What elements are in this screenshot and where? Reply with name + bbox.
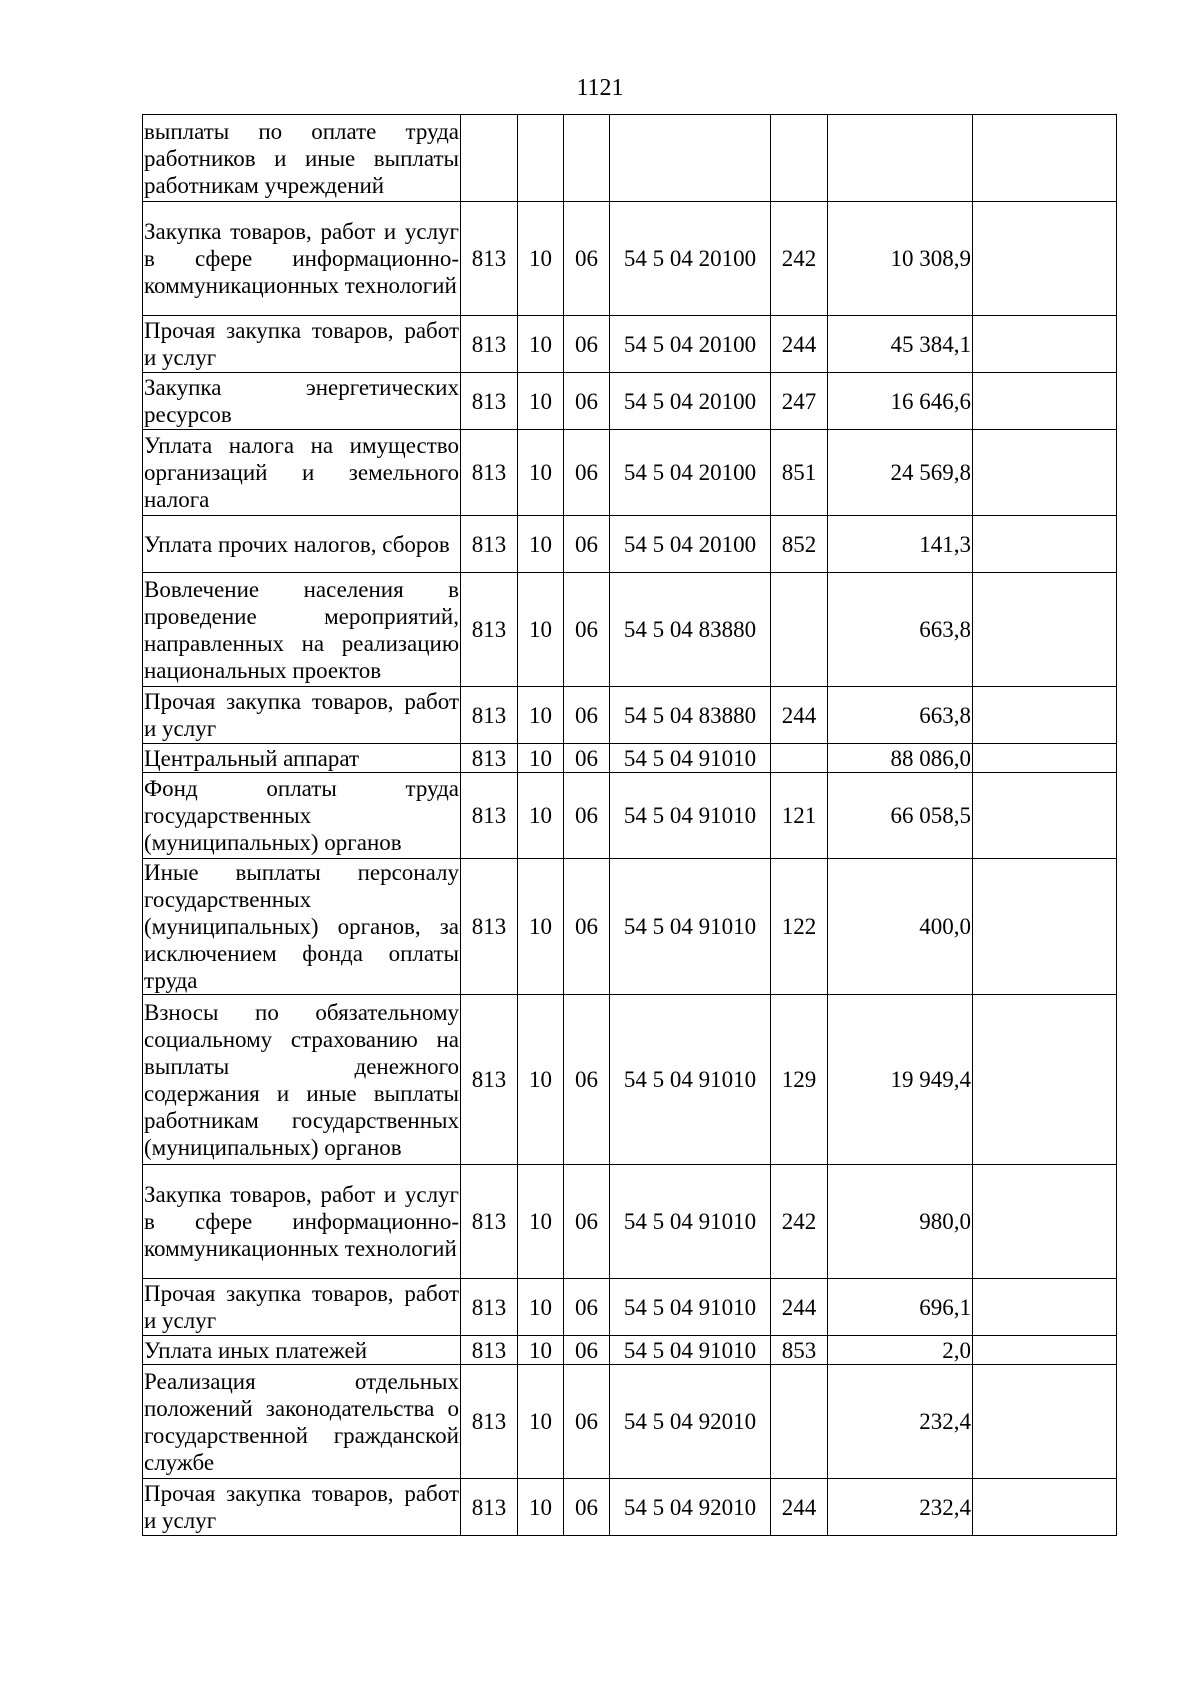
- target-article-cell: 54 5 04 83880: [610, 687, 771, 744]
- department-code-cell: 813: [461, 430, 518, 516]
- subsection-code-cell: 06: [564, 1279, 610, 1336]
- expense-type-cell: 121: [771, 773, 828, 859]
- extra-cell: [973, 1365, 1117, 1479]
- amount-cell: 19 949,4: [828, 995, 973, 1165]
- department-code-cell: [461, 115, 518, 202]
- table-row: [143, 202, 1117, 316]
- subsection-code-cell: 06: [564, 516, 610, 573]
- expense-type-cell: 852: [771, 516, 828, 573]
- department-code-cell: 813: [461, 1165, 518, 1279]
- table-row: [143, 430, 1117, 516]
- extra-cell: [973, 773, 1117, 859]
- subsection-code-cell: 06: [564, 430, 610, 516]
- expense-type-cell: 242: [771, 1165, 828, 1279]
- item-name-cell: Уплата прочих налогов, сборов: [143, 516, 461, 573]
- target-article-cell: 54 5 04 91010: [610, 773, 771, 859]
- amount-cell: 88 086,0: [828, 744, 973, 773]
- expense-type-cell: 129: [771, 995, 828, 1165]
- item-name-cell: Уплата налога на имущество организаций и земельного налога: [143, 430, 461, 516]
- subsection-code-cell: 06: [564, 202, 610, 316]
- section-code-cell: 10: [518, 995, 564, 1165]
- extra-cell: [973, 573, 1117, 687]
- target-article-cell: 54 5 04 91010: [610, 1165, 771, 1279]
- section-code-cell: 10: [518, 1479, 564, 1536]
- item-name-cell: Закупка товаров, работ и услуг в сфере информационно-коммуникационных технологий: [143, 202, 461, 316]
- target-article-cell: [610, 115, 771, 202]
- expense-type-cell: [771, 744, 828, 773]
- table-row: [143, 995, 1117, 1165]
- department-code-cell: 813: [461, 373, 518, 430]
- target-article-cell: 54 5 04 92010: [610, 1479, 771, 1536]
- amount-cell: 10 308,9: [828, 202, 973, 316]
- extra-cell: [973, 995, 1117, 1165]
- amount-cell: 663,8: [828, 687, 973, 744]
- extra-cell: [973, 1165, 1117, 1279]
- amount-cell: 141,3: [828, 516, 973, 573]
- extra-cell: [973, 744, 1117, 773]
- target-article-cell: 54 5 04 91010: [610, 1336, 771, 1365]
- table-row: [143, 1279, 1117, 1336]
- item-name-cell: Закупка товаров, работ и услуг в сфере информационно-коммуникационных технологий: [143, 1165, 461, 1279]
- expense-type-cell: 244: [771, 687, 828, 744]
- table-row: [143, 1336, 1117, 1365]
- amount-cell: [828, 115, 973, 202]
- section-code-cell: 10: [518, 430, 564, 516]
- subsection-code-cell: 06: [564, 1165, 610, 1279]
- department-code-cell: 813: [461, 1365, 518, 1479]
- department-code-cell: 813: [461, 995, 518, 1165]
- item-name-cell: Прочая закупка товаров, работ и услуг: [143, 1279, 461, 1336]
- section-code-cell: [518, 115, 564, 202]
- department-code-cell: 813: [461, 573, 518, 687]
- department-code-cell: 813: [461, 687, 518, 744]
- department-code-cell: 813: [461, 859, 518, 995]
- item-name-cell: Закупка энергетических ресурсов: [143, 373, 461, 430]
- item-name-cell: Реализация отдельных положений законодательства о государственной гражданской службе: [143, 1365, 461, 1479]
- target-article-cell: 54 5 04 20100: [610, 202, 771, 316]
- amount-cell: 696,1: [828, 1279, 973, 1336]
- section-code-cell: 10: [518, 687, 564, 744]
- table-row: [143, 573, 1117, 687]
- department-code-cell: 813: [461, 202, 518, 316]
- item-name-cell: Прочая закупка товаров, работ и услуг: [143, 687, 461, 744]
- amount-cell: 66 058,5: [828, 773, 973, 859]
- table-row: [143, 373, 1117, 430]
- expense-type-cell: 244: [771, 1279, 828, 1336]
- amount-cell: 232,4: [828, 1365, 973, 1479]
- subsection-code-cell: 06: [564, 773, 610, 859]
- department-code-cell: 813: [461, 1479, 518, 1536]
- amount-cell: 2,0: [828, 1336, 973, 1365]
- item-name-cell: Прочая закупка товаров, работ и услуг: [143, 316, 461, 373]
- amount-cell: 980,0: [828, 1165, 973, 1279]
- extra-cell: [973, 1279, 1117, 1336]
- extra-cell: [973, 115, 1117, 202]
- item-name-cell: Уплата иных платежей: [143, 1336, 461, 1365]
- subsection-code-cell: 06: [564, 1479, 610, 1536]
- item-name-cell: Вовлечение населения в проведение мероприятий, направленных на реализацию национальных проектов: [143, 573, 461, 687]
- item-name-cell: выплаты по оплате труда работников и иные выплаты работникам учреждений: [143, 115, 461, 202]
- item-name-cell: Иные выплаты персоналу государственных (муниципальных) органов, за исключением фонда оплаты труда: [144, 860, 459, 993]
- extra-cell: [973, 687, 1117, 744]
- expense-type-cell: 242: [771, 202, 828, 316]
- target-article-cell: 54 5 04 83880: [610, 573, 771, 687]
- department-code-cell: 813: [461, 1279, 518, 1336]
- amount-cell: 24 569,8: [828, 430, 973, 516]
- target-article-cell: 54 5 04 20100: [610, 430, 771, 516]
- item-name-cell: Прочая закупка товаров, работ и услуг: [143, 1479, 461, 1536]
- table-row: [143, 773, 1117, 859]
- section-code-cell: 10: [518, 1365, 564, 1479]
- subsection-code-cell: 06: [564, 995, 610, 1165]
- target-article-cell: 54 5 04 20100: [610, 316, 771, 373]
- expense-type-cell: 851: [771, 430, 828, 516]
- target-article-cell: 54 5 04 91010: [610, 859, 771, 995]
- subsection-code-cell: 06: [564, 573, 610, 687]
- section-code-cell: 10: [518, 773, 564, 859]
- expense-type-cell: 853: [771, 1336, 828, 1365]
- subsection-code-cell: 06: [564, 373, 610, 430]
- table-row: [143, 859, 1117, 995]
- item-name-cell: Взносы по обязательному социальному страхованию на выплаты денежного содержания и иные выплаты работникам государственных (муниципальных) органов: [143, 995, 461, 1165]
- table-body: [143, 115, 1117, 1536]
- extra-cell: [973, 516, 1117, 573]
- table-row: [143, 744, 1117, 773]
- amount-cell: 663,8: [828, 573, 973, 687]
- target-article-cell: 54 5 04 91010: [610, 995, 771, 1165]
- department-code-cell: 813: [461, 516, 518, 573]
- section-code-cell: 10: [518, 744, 564, 773]
- budget-table: [142, 114, 1117, 1536]
- subsection-code-cell: 06: [564, 744, 610, 773]
- extra-cell: [973, 373, 1117, 430]
- department-code-cell: 813: [461, 316, 518, 373]
- expense-type-cell: 244: [771, 1479, 828, 1536]
- expense-type-cell: [771, 115, 828, 202]
- section-code-cell: 10: [518, 373, 564, 430]
- subsection-code-cell: 06: [564, 1365, 610, 1479]
- expense-type-cell: [771, 1365, 828, 1479]
- amount-cell: 232,4: [828, 1479, 973, 1536]
- table-row: [143, 316, 1117, 373]
- section-code-cell: 10: [518, 859, 564, 995]
- section-code-cell: 10: [518, 1336, 564, 1365]
- expense-type-cell: [771, 573, 828, 687]
- subsection-code-cell: [564, 115, 610, 202]
- extra-cell: [973, 859, 1117, 995]
- section-code-cell: 10: [518, 1165, 564, 1279]
- table-row: [143, 1365, 1117, 1479]
- extra-cell: [973, 1479, 1117, 1536]
- item-name-cell: Центральный аппарат: [143, 744, 461, 773]
- extra-cell: [973, 202, 1117, 316]
- department-code-cell: 813: [461, 1336, 518, 1365]
- section-code-cell: 10: [518, 316, 564, 373]
- section-code-cell: 10: [518, 1279, 564, 1336]
- subsection-code-cell: 06: [564, 316, 610, 373]
- table-row: [143, 1165, 1117, 1279]
- department-code-cell: 813: [461, 773, 518, 859]
- amount-cell: 45 384,1: [828, 316, 973, 373]
- section-code-cell: 10: [518, 516, 564, 573]
- table-row: [143, 115, 1117, 202]
- subsection-code-cell: 06: [564, 859, 610, 995]
- page-number: 1121: [576, 75, 624, 101]
- table-row: [143, 1479, 1117, 1536]
- section-code-cell: 10: [518, 573, 564, 687]
- target-article-cell: 54 5 04 20100: [610, 373, 771, 430]
- expense-type-cell: 244: [771, 316, 828, 373]
- expense-type-cell: 247: [771, 373, 828, 430]
- target-article-cell: 54 5 04 91010: [610, 1279, 771, 1336]
- subsection-code-cell: 06: [564, 1336, 610, 1365]
- target-article-cell: 54 5 04 92010: [610, 1365, 771, 1479]
- target-article-cell: 54 5 04 91010: [610, 744, 771, 773]
- subsection-code-cell: 06: [564, 687, 610, 744]
- table-row: [143, 687, 1117, 744]
- expense-type-cell: 122: [771, 859, 828, 995]
- target-article-cell: 54 5 04 20100: [610, 516, 771, 573]
- extra-cell: [973, 316, 1117, 373]
- item-name-cell: Фонд оплаты труда государственных (муниципальных) органов: [143, 773, 461, 859]
- extra-cell: [973, 1336, 1117, 1365]
- extra-cell: [973, 430, 1117, 516]
- section-code-cell: 10: [518, 202, 564, 316]
- table-row: [143, 516, 1117, 573]
- amount-cell: 400,0: [828, 859, 973, 995]
- amount-cell: 16 646,6: [828, 373, 973, 430]
- department-code-cell: 813: [461, 744, 518, 773]
